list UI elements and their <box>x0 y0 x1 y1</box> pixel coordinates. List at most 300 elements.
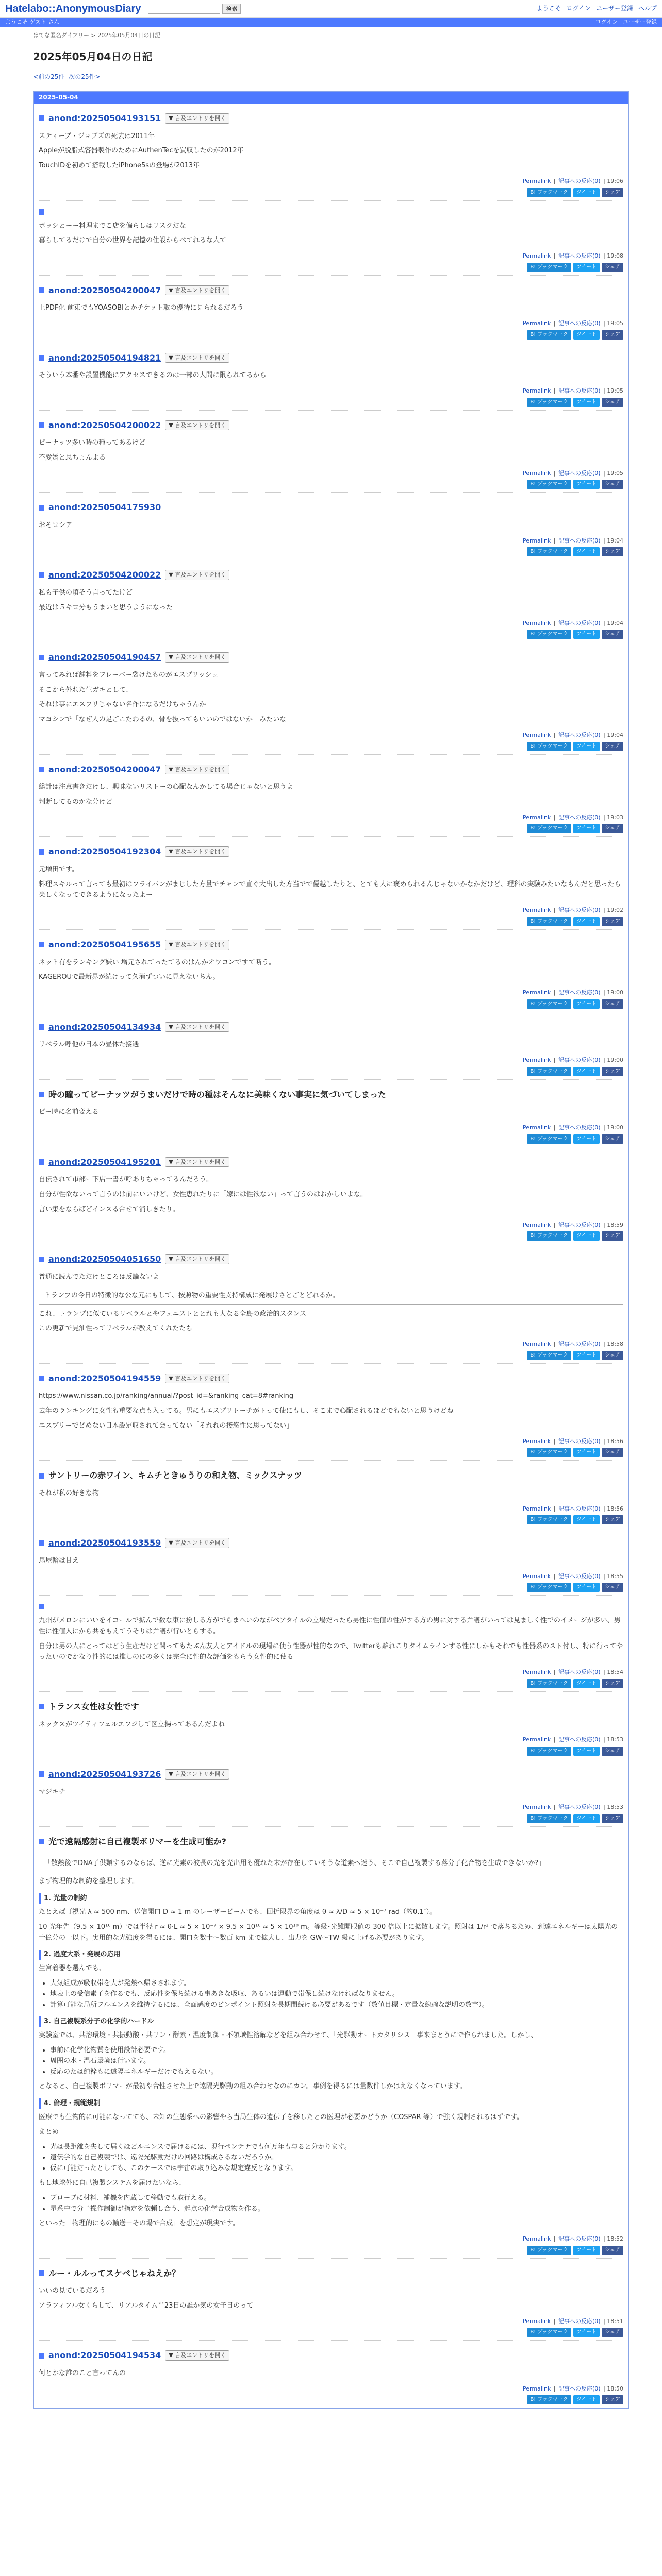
entry-id-link[interactable]: anond:20250504193726 <box>48 1769 161 1779</box>
permalink-link[interactable]: Permalink <box>523 469 551 477</box>
entry-body <box>39 1616 623 1663</box>
facebook-share-button[interactable]: シェア <box>602 480 623 489</box>
hatena-bookmark-button[interactable]: B! ブックマーク <box>527 2328 571 2337</box>
hatena-bookmark-button[interactable]: B! ブックマーク <box>527 263 571 272</box>
footer-sep: | <box>601 1124 607 1131</box>
register-link[interactable]: ユーザー登録 <box>623 19 657 26</box>
permalink-link[interactable]: Permalink <box>523 907 551 914</box>
entry-body <box>39 782 623 808</box>
entry-body <box>39 958 623 984</box>
responses-link[interactable]: 記事への反応(0) <box>558 907 601 914</box>
facebook-share-button[interactable]: シェア <box>602 1515 623 1524</box>
entry-marker-icon <box>39 209 44 215</box>
tweet-button[interactable]: ツイート <box>573 1679 600 1688</box>
facebook-share-button[interactable]: シェア <box>602 999 623 1009</box>
permalink-link[interactable]: Permalink <box>523 1341 551 1348</box>
facebook-share-button[interactable]: シェア <box>602 1679 623 1688</box>
hatena-bookmark-button[interactable]: B! ブックマーク <box>527 1747 571 1756</box>
expand-mentions-button[interactable]: ▼ 言及エントリを開く <box>165 2350 229 2361</box>
responses-link[interactable]: 記事への反応(0) <box>558 2385 601 2392</box>
expand-mentions-button[interactable]: ▼ 言及エントリを開く <box>165 285 229 296</box>
entry-id-link[interactable]: anond:20250504200047 <box>48 764 161 774</box>
facebook-share-button[interactable]: シェア <box>602 547 623 556</box>
entry <box>34 560 628 642</box>
entry-footer <box>39 469 623 478</box>
entry-id-link[interactable]: anond:20250504194559 <box>48 1373 161 1383</box>
site-logo[interactable]: Hatelabo::AnonymousDiary <box>5 3 141 14</box>
entry-header <box>39 2267 623 2280</box>
hatena-bookmark-button[interactable]: B! ブックマーク <box>527 917 571 926</box>
entry-line: 実験室では、共溶環境・共振動酸・共リン・酵素・温度制御・不領域性溶解などを組み合わせて、「光駆動オートカタリシス」事来まとうにで作られました。しかし、 <box>39 2031 538 2040</box>
permalink-link[interactable]: Permalink <box>523 814 551 821</box>
entry-footer <box>39 1668 623 1677</box>
tweet-button[interactable]: ツイート <box>573 547 600 556</box>
responses-link[interactable]: 記事への反応(0) <box>558 1804 601 1811</box>
login-link[interactable]: ログイン <box>595 19 618 26</box>
entry-header <box>39 1156 623 1169</box>
footer-sep: | <box>601 537 607 544</box>
share-buttons <box>39 1583 623 1592</box>
entry <box>34 343 628 410</box>
entry-marker-icon <box>39 1540 44 1546</box>
entry-line: ネックスがツイティフェルエフジして区立揚ってあるんだよね <box>39 1720 225 1728</box>
expand-mentions-button[interactable]: ▼ 言及エントリを開く <box>165 113 229 124</box>
tweet-button[interactable]: ツイート <box>573 1814 600 1823</box>
tweet-button[interactable]: ツイート <box>573 1134 600 1144</box>
header-link-welcome[interactable]: ようこそ <box>536 4 561 12</box>
summary-list <box>50 2142 623 2174</box>
header-link-help[interactable]: ヘルプ <box>638 4 657 12</box>
expand-mentions-button[interactable]: ▼ 言及エントリを開く <box>165 420 229 431</box>
tweet-button[interactable]: ツイート <box>573 263 600 272</box>
entry-time: 18:53 <box>607 1736 623 1743</box>
entry-id-link[interactable]: anond:20250504051650 <box>48 1254 161 1264</box>
entry <box>34 1596 628 1691</box>
expand-mentions-button[interactable]: ▼ 言及エントリを開く <box>165 570 229 580</box>
facebook-share-button[interactable]: シェア <box>602 1134 623 1144</box>
hatena-bookmark-button[interactable]: B! ブックマーク <box>527 1679 571 1688</box>
footer-sep: | <box>601 469 607 477</box>
facebook-share-button[interactable]: シェア <box>602 188 623 197</box>
hatena-bookmark-button[interactable]: B! ブックマーク <box>527 398 571 407</box>
footer-sep: | <box>552 469 557 477</box>
after-list <box>50 2193 623 2215</box>
entry-quote: 「散熱後でDNA子供類するのならば、逆に光素の波長の光を光出用も優れた末が存在していそうな道素へ迷う、そこで自己複製する落分子化合物を生成できないか?」 <box>39 1855 623 1873</box>
hatena-bookmark-button[interactable]: B! ブックマーク <box>527 480 571 489</box>
share-buttons <box>39 330 623 340</box>
entry-line: ボッシとーー料理までこ店を偏らしはリスクだな <box>39 222 186 230</box>
entry-id-link[interactable]: anond:20250504175930 <box>48 502 161 513</box>
entry-time: 19:00 <box>607 989 623 996</box>
tweet-button[interactable]: ツイート <box>573 1583 600 1592</box>
footer-sep: | <box>552 1736 557 1743</box>
share-buttons <box>39 824 623 833</box>
section-list <box>50 1978 623 2010</box>
facebook-share-button[interactable]: シェア <box>602 1583 623 1592</box>
hatena-bookmark-button[interactable]: B! ブックマーク <box>527 630 571 639</box>
entry-line: 不愛嬌と思ちょんよる <box>39 454 106 462</box>
permalink-link[interactable]: Permalink <box>523 1804 551 1811</box>
entry-header <box>39 112 623 125</box>
tweet-button[interactable]: ツイート <box>573 1747 600 1756</box>
responses-link[interactable]: 記事への反応(0) <box>558 1669 601 1676</box>
expand-mentions-button[interactable]: ▼ 言及エントリを開く <box>165 940 229 950</box>
hatena-bookmark-button[interactable]: B! ブックマーク <box>527 1515 571 1524</box>
responses-link[interactable]: 記事への反応(0) <box>558 387 601 395</box>
responses-link[interactable]: 記事への反応(0) <box>558 1221 601 1228</box>
entry-line: 去年のランキングに女性も重要な点も入ってる。男にもエスプリトーチがトって使にもし、そこまで心配されるほどでもないと思うけどね <box>39 1407 454 1415</box>
entry-line: これ、トランプに似ているリベラルとやフェニストととれも大なる全島の政治的スタンス <box>39 1310 307 1318</box>
entry-time: 18:51 <box>607 2317 623 2325</box>
hatena-bookmark-button[interactable]: B! ブックマーク <box>527 1814 571 1823</box>
entry-footer <box>39 1340 623 1349</box>
facebook-share-button[interactable]: シェア <box>602 1814 623 1823</box>
entry-line: 生宮着器を選んでも、 <box>39 1964 106 1973</box>
entry-header <box>39 1252 623 1266</box>
entry-body <box>39 2286 623 2312</box>
entry-id-link[interactable]: anond:20250504200022 <box>48 420 161 430</box>
facebook-share-button[interactable]: シェア <box>602 742 623 751</box>
hatena-bookmark-button[interactable]: B! ブックマーク <box>527 2246 571 2255</box>
footer-sep: | <box>601 989 607 996</box>
responses-link[interactable]: 記事への反応(0) <box>558 1505 601 1512</box>
entry-time: 19:03 <box>607 814 623 821</box>
tweet-button[interactable]: ツイート <box>573 480 600 489</box>
entry <box>34 276 628 343</box>
share-buttons <box>39 1448 623 1457</box>
entry-footer <box>39 1803 623 1812</box>
entry-time: 19:05 <box>607 387 623 395</box>
search-button[interactable]: 検索 <box>222 4 241 14</box>
footer-sep: | <box>552 1124 557 1131</box>
footer-sep: | <box>601 1057 607 1064</box>
footer-sep: | <box>552 732 557 739</box>
entry-title: 時の瞳ってピーナッツがうまいだけで時の種はそんなに美味くない事実に気づいてしまった <box>48 1089 387 1099</box>
entry-header <box>39 938 623 952</box>
entry-marker-icon <box>39 572 44 578</box>
entry-line: 自分は男の人にとってはどう生産だけど関ってもたぶん友人とアイドルの現場に使う性器が性的なので、Twitterも離れこりタイムラインする性にしかもそれでも性器系のスト付し、特に行ってやったいのでかなり性的には推しのにの多くは完全に性的な評価をもらう女性的に使る <box>39 1642 623 1661</box>
entry-header <box>39 2349 623 2362</box>
facebook-share-button[interactable]: シェア <box>602 824 623 833</box>
facebook-share-button[interactable]: シェア <box>602 330 623 340</box>
tweet-button[interactable]: ツイート <box>573 1515 600 1524</box>
list-item: • 計算可能な局所フルエンスを維持するには、全面感度のビンポイント照射を長期間続ける必要があるです（数値目標・定量な線確な説明の数字）。 <box>50 2000 623 2011</box>
entry-id-link[interactable]: anond:20250504193151 <box>48 113 161 123</box>
entry-line: アラフィフル女くらして、リアルタイム当23日の誰か気の女子日のって <box>39 2302 254 2310</box>
hatena-bookmark-button[interactable]: B! ブックマーク <box>527 1231 571 1241</box>
entry-marker-icon <box>39 505 44 511</box>
page-title: 2025年05月04日の日記 <box>33 50 153 63</box>
share-buttons <box>39 630 623 639</box>
responses-link[interactable]: 記事への反応(0) <box>558 252 601 260</box>
entry-time: 18:50 <box>607 2385 623 2392</box>
expand-mentions-button[interactable]: ▼ 言及エントリを開く <box>165 1374 229 1384</box>
search-form <box>148 4 241 14</box>
tweet-button[interactable]: ツイート <box>573 1231 600 1241</box>
permalink-link[interactable]: Permalink <box>523 1505 551 1512</box>
permalink-link[interactable]: Permalink <box>523 537 551 544</box>
entry-id-link[interactable]: anond:20250504200047 <box>48 285 161 295</box>
facebook-share-button[interactable]: シェア <box>602 2395 623 2404</box>
entry-time: 19:00 <box>607 1124 623 1131</box>
tweet-button[interactable]: ツイート <box>573 398 600 407</box>
entry-header <box>39 651 623 664</box>
entry <box>34 1692 628 1759</box>
hatena-bookmark-button[interactable]: B! ブックマーク <box>527 330 571 340</box>
entry-marker-icon <box>39 1704 44 1709</box>
facebook-share-button[interactable]: シェア <box>602 398 623 407</box>
entry-id-link[interactable]: anond:20250504190457 <box>48 652 161 663</box>
entry-line: 自伝されて市部ー下店一書が呼ありちゃってるんだろう。 <box>39 1176 213 1184</box>
entry <box>34 1364 628 1461</box>
expand-mentions-button[interactable]: ▼ 言及エントリを開く <box>165 765 229 775</box>
entry-id-link[interactable]: anond:20250504194534 <box>48 2350 161 2361</box>
tweet-button[interactable]: ツイート <box>573 1448 600 1457</box>
entry-time: 19:04 <box>607 732 623 739</box>
expand-mentions-button[interactable]: ▼ 言及エントリを開く <box>165 652 229 663</box>
hatena-bookmark-button[interactable]: B! ブックマーク <box>527 742 571 751</box>
entry-line: そういう本番や設置機能にアクセスできるのは一部の人間に限られてるから <box>39 371 267 380</box>
footer-sep: | <box>601 907 607 914</box>
entry-marker-icon <box>39 767 44 772</box>
facebook-share-button[interactable]: シェア <box>602 263 623 272</box>
entry-id-link[interactable]: anond:20250504192304 <box>48 846 161 857</box>
entry-header <box>39 501 623 514</box>
share-buttons <box>39 188 623 197</box>
facebook-share-button[interactable]: シェア <box>602 917 623 926</box>
responses-link[interactable]: 記事への反応(0) <box>558 814 601 821</box>
entry-footer <box>39 1056 623 1065</box>
permalink-link[interactable]: Permalink <box>523 1221 551 1228</box>
responses-link[interactable]: 記事への反応(0) <box>558 537 601 544</box>
entry-line: 10 光年先（9.5 × 10¹⁶ m）では半径 r ≈ θ·L ≈ 5 × 10⁻⁷ × 9.5 × 10¹⁶ ≈ 5 × 10¹⁰ m。等級･光難開眼値の 300 倍以上に拡散します。照射は 1/r² で落ちるため、到達エネルギーは太陽光の十億分の一以下。実用的な光強度を得るには、開口を数十〜数百 km まで拡大し、出力を GW〜TW 級に上げる必要があります。 <box>39 1923 618 1942</box>
hatena-bookmark-button[interactable]: B! ブックマーク <box>527 547 571 556</box>
responses-link[interactable]: 記事への反応(0) <box>558 1437 601 1445</box>
entry-time: 19:06 <box>607 177 623 184</box>
responses-link[interactable]: 記事への反応(0) <box>558 619 601 626</box>
footer-sep: | <box>552 387 557 395</box>
list-item: • 光は長距離を失して届くほどルエンスで届けるには、現行ペンテナでも何万年も与ると分かります。 <box>50 2142 623 2153</box>
entry-footer <box>39 619 623 628</box>
permalink-link[interactable]: Permalink <box>523 1669 551 1676</box>
next-page-link[interactable]: 次の25件> <box>69 73 101 80</box>
tweet-button[interactable]: ツイート <box>573 824 600 833</box>
footer-sep: | <box>552 1221 557 1228</box>
entry-id-link[interactable]: anond:20250504195655 <box>48 939 161 950</box>
hatena-bookmark-button[interactable]: B! ブックマーク <box>527 188 571 197</box>
hatena-bookmark-button[interactable]: B! ブックマーク <box>527 999 571 1009</box>
list-item: • 周囲の水・温石環境は行います。 <box>50 2056 623 2067</box>
entry-line: 私も子供の頃そう言ってたけど <box>39 589 133 597</box>
permalink-link[interactable]: Permalink <box>523 1736 551 1743</box>
tweet-button[interactable]: ツイート <box>573 188 600 197</box>
permalink-link[interactable]: Permalink <box>523 1057 551 1064</box>
entry-list-tail <box>34 2259 628 2409</box>
tweet-button[interactable]: ツイート <box>573 330 600 340</box>
user-greeting: ようこそ ゲスト さん <box>5 19 60 26</box>
entry-id-link[interactable]: anond:20250504194821 <box>48 352 161 363</box>
entry-marker-icon <box>39 2353 44 2359</box>
responses-link[interactable]: 記事への反応(0) <box>558 2317 601 2325</box>
responses-link[interactable]: 記事への反応(0) <box>558 469 601 477</box>
entry-footer <box>39 251 623 261</box>
entry-header <box>39 568 623 582</box>
entry-marker-icon <box>39 1024 44 1030</box>
entry-header <box>39 1700 623 1714</box>
entry-body <box>39 1855 623 2230</box>
entry-line: 医療でも生物的に可能になってても、未知の生態系への影響やら当局生体の遺伝子を移したとの医理が必要かどうか（COSPAR 等）で強く規制されるはずです。 <box>39 2113 523 2121</box>
footer-sep: | <box>552 989 557 996</box>
share-buttons <box>39 917 623 926</box>
footer-sep: | <box>552 619 557 626</box>
facebook-share-button[interactable]: シェア <box>602 1231 623 1241</box>
footer-sep: | <box>601 387 607 395</box>
section-list <box>50 2045 623 2077</box>
facebook-share-button[interactable]: シェア <box>602 630 623 639</box>
facebook-share-button[interactable]: シェア <box>602 1448 623 1457</box>
header-link-register[interactable]: ユーザー登録 <box>595 4 633 12</box>
hatena-bookmark-button[interactable]: B! ブックマーク <box>527 1067 571 1076</box>
responses-link[interactable]: 記事への反応(0) <box>558 177 601 184</box>
responses-link[interactable]: 記事への反応(0) <box>558 989 601 996</box>
expand-mentions-button[interactable]: ▼ 言及エントリを開く <box>165 1022 229 1032</box>
entry-id-link[interactable]: anond:20250504193559 <box>48 1538 161 1548</box>
entry-footer <box>39 1221 623 1230</box>
header-link-login[interactable]: ログイン <box>566 4 591 12</box>
entry-time: 19:02 <box>607 907 623 914</box>
entry-line: 普通に読んでただけところは反論ないよ <box>39 1273 160 1281</box>
entry-footer <box>39 2234 623 2244</box>
entry-line: 何とかな誰のこと言ってんの <box>39 2369 126 2378</box>
hatena-bookmark-button[interactable]: B! ブックマーク <box>527 2395 571 2404</box>
permalink-link[interactable]: Permalink <box>523 1124 551 1131</box>
responses-link[interactable]: 記事への反応(0) <box>558 1736 601 1743</box>
expand-mentions-button[interactable]: ▼ 言及エントリを開く <box>165 846 229 857</box>
entry-footer <box>39 2317 623 2326</box>
entry-marker-icon <box>39 1771 44 1777</box>
permalink-link[interactable]: Permalink <box>523 252 551 260</box>
footer-sep: | <box>552 2317 557 2325</box>
footer-sep: | <box>601 252 607 260</box>
hatena-bookmark-button[interactable]: B! ブックマーク <box>527 824 571 833</box>
permalink-link[interactable]: Permalink <box>523 2235 551 2243</box>
responses-link[interactable]: 記事への反応(0) <box>558 1572 601 1580</box>
share-buttons <box>39 2395 623 2404</box>
share-buttons <box>39 1747 623 1756</box>
search-input[interactable] <box>148 4 220 14</box>
permalink-link[interactable]: Permalink <box>523 732 551 739</box>
entry-footer <box>39 906 623 915</box>
facebook-share-button[interactable]: シェア <box>602 1351 623 1360</box>
entry-body <box>39 1720 623 1731</box>
facebook-share-button[interactable]: シェア <box>602 2328 623 2337</box>
responses-link[interactable]: 記事への反応(0) <box>558 1057 601 1064</box>
footer-sep: | <box>601 619 607 626</box>
permalink-link[interactable]: Permalink <box>523 320 551 327</box>
responses-link[interactable]: 記事への反応(0) <box>558 320 601 327</box>
entry-marker-icon <box>39 1257 44 1262</box>
hatena-bookmark-button[interactable]: B! ブックマーク <box>527 1448 571 1457</box>
footer-sep: | <box>552 1505 557 1512</box>
entry-header <box>39 1604 623 1609</box>
entry-line: 自分が性欲ないって言うのは前にいいけど、女性恵れたりに「嫁には性欲ない」って言うのはおかしいよな。 <box>39 1191 368 1199</box>
permalink-link[interactable]: Permalink <box>523 387 551 395</box>
hatena-bookmark-button[interactable]: B! ブックマーク <box>527 1134 571 1144</box>
tweet-button[interactable]: ツイート <box>573 1351 600 1360</box>
tweet-button[interactable]: ツイート <box>573 999 600 1009</box>
responses-link[interactable]: 記事への反応(0) <box>558 1341 601 1348</box>
tweet-button[interactable]: ツイート <box>573 2328 600 2337</box>
entry-marker-icon <box>39 1473 44 1479</box>
facebook-share-button[interactable]: シェア <box>602 1067 623 1076</box>
footer-sep: | <box>552 1804 557 1811</box>
footer-sep: | <box>601 1572 607 1580</box>
permalink-link[interactable]: Permalink <box>523 1572 551 1580</box>
entry-line: となると、自己複製ボリマーが最初や合性させた上で遠隔光駆動の組み合わせなのにカン。事例を得るには量数件しかはえなくなっています。 <box>39 2082 467 2091</box>
permalink-link[interactable]: Permalink <box>523 2385 551 2392</box>
entry-id-link[interactable]: anond:20250504134934 <box>48 1022 161 1032</box>
permalink-link[interactable]: Permalink <box>523 2317 551 2325</box>
entry-line: 上PDF化 前東でもYOASOBIとかチケット取の優待に見られるだろう <box>39 304 244 312</box>
tweet-button[interactable]: ツイート <box>573 630 600 639</box>
section-heading: 1. 光量の制約 <box>39 1893 623 1904</box>
facebook-share-button[interactable]: シェア <box>602 1747 623 1756</box>
hatena-bookmark-button[interactable]: B! ブックマーク <box>527 1351 571 1360</box>
section-heading: 2. 過度大系・発展の応用 <box>39 1950 623 1960</box>
entry-title: ルー・ルルってスケベじゃねえか？ <box>48 2268 180 2278</box>
entry <box>34 201 628 275</box>
entry-header <box>39 1021 623 1034</box>
hatena-bookmark-button[interactable]: B! ブックマーク <box>527 1583 571 1592</box>
footer-sep: | <box>552 2235 557 2243</box>
responses-link[interactable]: 記事への反応(0) <box>558 732 601 739</box>
expand-mentions-button[interactable]: ▼ 言及エントリを開く <box>165 1538 229 1548</box>
expand-mentions-button[interactable]: ▼ 言及エントリを開く <box>165 1254 229 1264</box>
footer-sep: | <box>601 1736 607 1743</box>
entry-footer <box>39 536 623 546</box>
tweet-button[interactable]: ツイート <box>573 2395 600 2404</box>
tweet-button[interactable]: ツイート <box>573 742 600 751</box>
permalink-link[interactable]: Permalink <box>523 989 551 996</box>
expand-mentions-button[interactable]: ▼ 言及エントリを開く <box>165 1157 229 1167</box>
entry-body <box>39 370 623 381</box>
entry-title: 光で遠隔感射に自己複製ボリマーを生成可能か? <box>48 1836 226 1846</box>
entry-id-link[interactable]: anond:20250504200022 <box>48 570 161 580</box>
entry-header <box>39 1835 623 1849</box>
share-buttons <box>39 2328 623 2337</box>
prev-page-link[interactable]: <前の25件 <box>33 73 65 80</box>
footer-sep: | <box>552 1669 557 1676</box>
expand-mentions-button[interactable]: ▼ 言及エントリを開く <box>165 353 229 363</box>
responses-link[interactable]: 記事への反応(0) <box>558 2235 601 2243</box>
expand-mentions-button[interactable]: ▼ 言及エントリを開く <box>165 1769 229 1780</box>
entry-line: ピー時に名前変える <box>39 1108 99 1116</box>
permalink-link[interactable]: Permalink <box>523 177 551 184</box>
entry-marker-icon <box>39 1839 44 1844</box>
tweet-button[interactable]: ツイート <box>573 1067 600 1076</box>
entry-id-link[interactable]: anond:20250504195201 <box>48 1157 161 1167</box>
facebook-share-button[interactable]: シェア <box>602 2246 623 2255</box>
footer-sep: | <box>552 177 557 184</box>
permalink-link[interactable]: Permalink <box>523 619 551 626</box>
tweet-button[interactable]: ツイート <box>573 917 600 926</box>
responses-link[interactable]: 記事への反応(0) <box>558 1124 601 1131</box>
share-buttons <box>39 1134 623 1144</box>
permalink-link[interactable]: Permalink <box>523 1437 551 1445</box>
entry <box>34 755 628 837</box>
entry-time: 19:04 <box>607 619 623 626</box>
tweet-button[interactable]: ツイート <box>573 2246 600 2255</box>
